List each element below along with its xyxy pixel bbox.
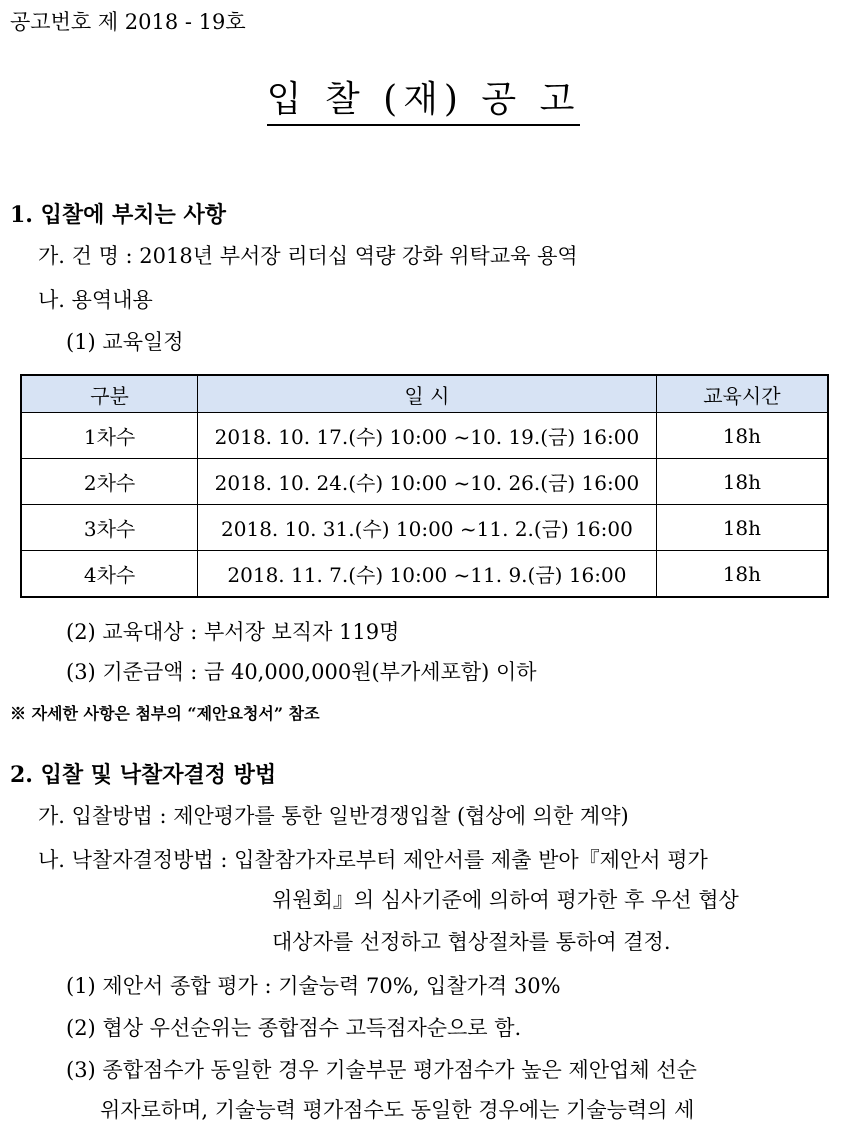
schedule-table [20,374,829,598]
section2-item-na: 나. 낙찰자결정방법 : 입찰참가자로부터 제안서를 제출 받아『제안서 평가 [38,848,708,872]
table-cell: 4차수 [21,551,198,598]
section2-item-na-continued: 위원회』의 심사기준에 의하여 평가한 후 우선 협상 [272,888,739,912]
table-cell: 2018. 10. 17.(수) 10:00 ~10. 19.(금) 16:00 [198,413,657,459]
section1-sub2: (2) 교육대상 : 부서장 보직자 119명 [66,620,400,644]
section2-sub3-continued: 위자로하며, 기술능력 평가점수도 동일한 경우에는 기술능력의 세 [100,1098,695,1122]
section2-heading: 2. 입찰 및 낙찰자결정 방법 [10,762,277,788]
table-header-cell: 교육시간 [656,375,828,413]
notice-number: 공고번호 제 2018 - 19호 [10,10,246,34]
table-cell: 2018. 11. 7.(수) 10:00 ~11. 9.(금) 16:00 [198,551,657,598]
section1-heading: 1. 입찰에 부치는 사항 [10,202,226,228]
page-title-text: 입 찰 (재) 공 고 [267,79,581,126]
table-row [21,505,828,551]
table-cell: 3차수 [21,505,198,551]
table-cell: 2018. 10. 31.(수) 10:00 ~11. 2.(금) 16:00 [198,505,657,551]
section1-sub1: (1) 교육일정 [66,330,184,354]
table-cell: 18h [656,413,828,459]
section2-item-ga: 가. 입찰방법 : 제안평가를 통한 일반경쟁입찰 (협상에 의한 계약) [38,804,629,828]
section2-item-na-continued: 대상자를 선정하고 협상절차를 통하여 결정. [272,930,671,954]
table-header-cell: 일 시 [198,375,657,413]
table-cell: 18h [656,505,828,551]
table-row [21,459,828,505]
table-header-row [21,375,828,413]
table-cell: 2018. 10. 24.(수) 10:00 ~10. 26.(금) 16:00 [198,459,657,505]
section2-sub3: (3) 종합점수가 동일한 경우 기술부문 평가점수가 높은 제안업체 선순 [66,1058,697,1082]
section2-sub2: (2) 협상 우선순위는 종합점수 고득점자순으로 함. [66,1016,522,1040]
section1-item-ga: 가. 건 명 : 2018년 부서장 리더십 역량 강화 위탁교육 용역 [38,244,578,268]
table-cell: 2차수 [21,459,198,505]
table-cell: 18h [656,459,828,505]
table-row [21,413,828,459]
table-cell: 18h [656,551,828,598]
page-title [0,79,847,120]
table-row [21,551,828,598]
section2-sub1: (1) 제안서 종합 평가 : 기술능력 70%, 입찰가격 30% [66,974,561,998]
section1-sub3: (3) 기준금액 : 금 40,000,000원(부가세포함) 이하 [66,660,537,684]
note-reference: ※ 자세한 사항은 첨부의 “제안요청서” 참조 [10,704,320,723]
section1-item-na: 나. 용역내용 [38,288,153,312]
table-cell: 1차수 [21,413,198,459]
table-header-cell: 구분 [21,375,198,413]
